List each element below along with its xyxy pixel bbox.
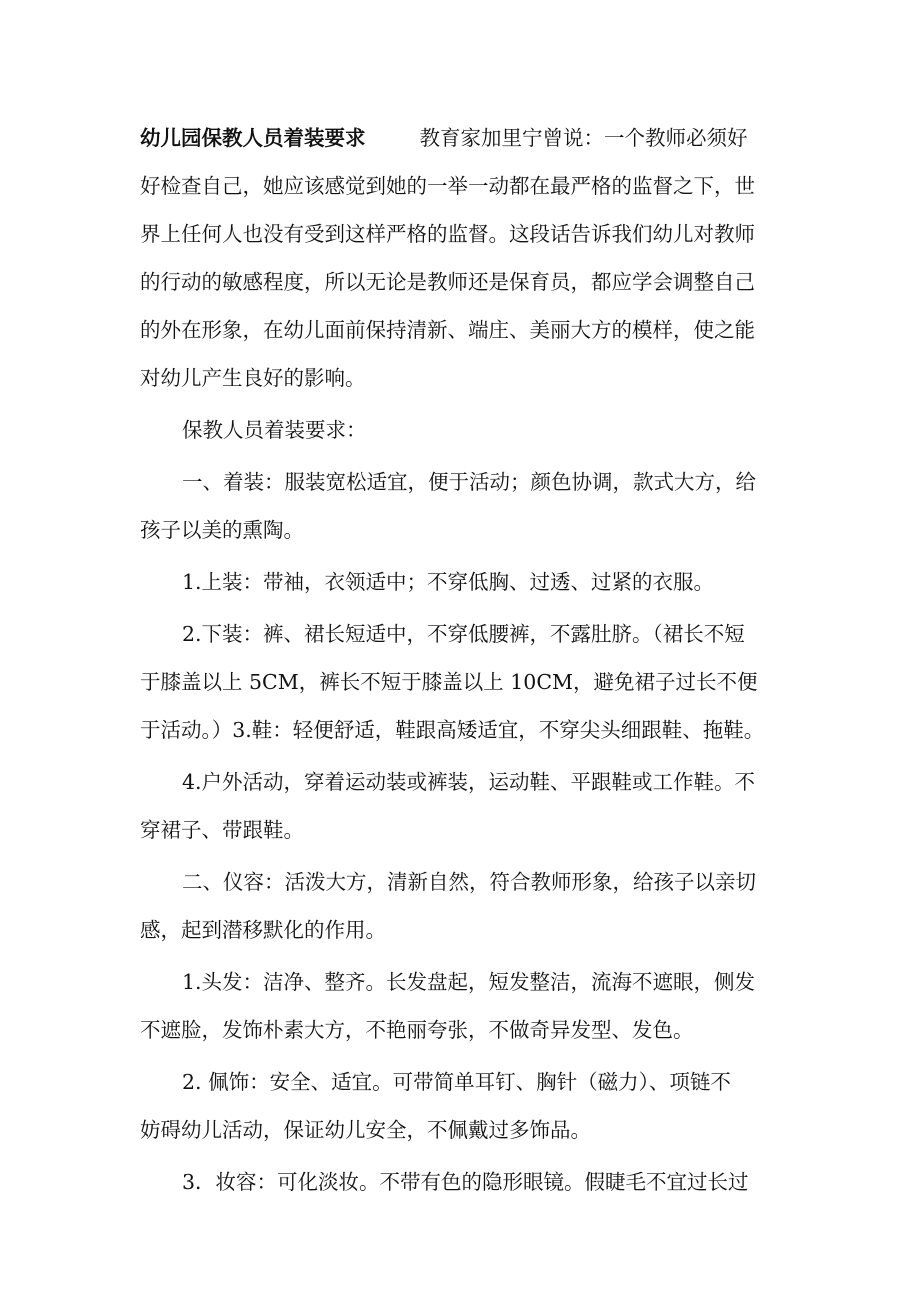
document-title: 幼儿园保教人员着装要求 [140,126,366,150]
text-line: 穿裙子、带跟鞋。 [140,818,304,842]
text-line: 1.上装：带袖，衣领适中；不穿低胸、过透、过紧的衣服。 [182,570,715,594]
text-line: 于膝盖以上 5CM，裤长不短于膝盖以上 10CM，避免裙子过长不便 [140,670,758,694]
text-line: 对幼儿产生良好的影响。 [140,366,366,390]
text-line: 一、着装：服装宽松适宜，便于活动；颜色协调，款式大方，给 [182,470,756,494]
text-line: 妨碍幼儿活动，保证幼儿安全，不佩戴过多饰品。 [140,1118,591,1142]
text-line: 不遮脸，发饰朴素大方，不艳丽夸张，不做奇异发型、发色。 [140,1018,694,1042]
section-heading: 保教人员着装要求： [182,418,367,442]
text-line: 的外在形象，在幼儿面前保持清新、端庄、美丽大方的模样，使之能 [140,318,755,342]
text-line: 孩子以美的熏陶。 [140,518,304,542]
text-line: 好检查自己，她应该感觉到她的一举一动都在最严格的监督之下，世 [140,174,755,198]
text-line: 二、仪容：活泼大方，清新自然，符合教师形象，给孩子以亲切 [182,870,756,894]
text-line: 2. 佩饰：安全、适宜。可带简单耳钉、胸针（磁力）、项链不 [182,1070,731,1094]
text-line: 感，起到潜移默化的作用。 [140,918,386,942]
intro-text: 教育家加里宁曾说：一个教师必须好 [419,126,748,150]
text-line: 的行动的敏感程度，所以无论是教师还是保育员，都应学会调整自己 [140,270,755,294]
text-line: 于活动。）3.鞋：轻便舒适，鞋跟高矮适宜，不穿尖头细跟鞋、拖鞋。 [140,718,765,742]
text-line: 3．妆容：可化淡妆。不带有色的隐形眼镜。假睫毛不宜过长过 [182,1170,749,1194]
text-line: 1.头发：洁净、整齐。长发盘起，短发整洁，流海不遮眼，侧发 [182,970,756,994]
text-line [140,114,785,162]
document-body [140,114,785,1206]
text-line: 4.户外活动，穿着运动装或裤装，运动鞋、平跟鞋或工作鞋。不 [182,770,756,794]
text-line: 界上任何人也没有受到这样严格的监督。这段话告诉我们幼儿对教师 [140,222,755,246]
text-line: 2.下装：裤、裙长短适中，不穿低腰裤，不露肚脐。（裙长不短 [182,622,745,646]
